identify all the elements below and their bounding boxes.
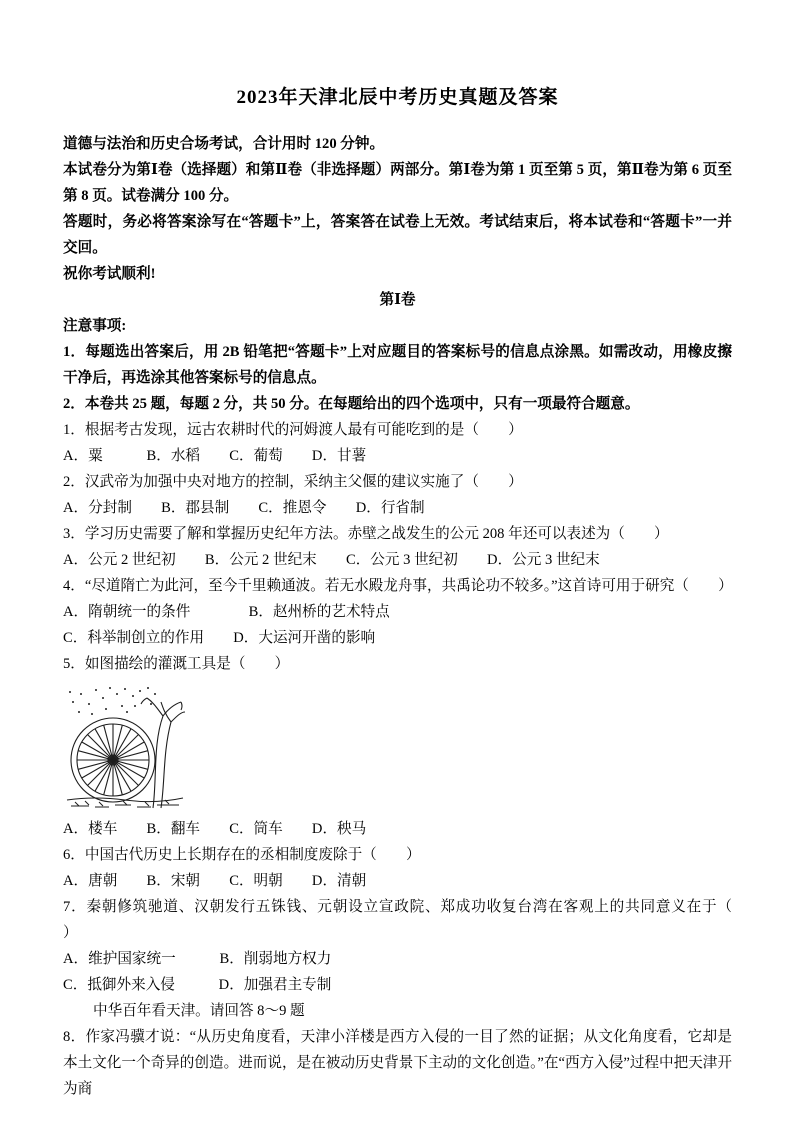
water-wheel-illustration	[65, 682, 187, 812]
question-options: C．抵御外来入侵 D．加强君主专制	[63, 977, 332, 993]
question-stem: 8．作家冯骥才说：“从历史角度看，天津小洋楼是西方入侵的一目了然的证据；从文化角度看，它却是本土文化一个奇异的创造。进而说，是在被动历史背景下主动的文化创造。”在“西方入侵”过程中把天津开为商	[63, 1029, 732, 1097]
question-group-note: 中华百年看天津。请回答 8～9 题	[93, 1003, 305, 1019]
question-options: A．楼车 B．翻车 C．筒车 D．秧马	[63, 821, 367, 837]
intro-line: 祝你考试顺利!	[63, 266, 156, 282]
question-options: A．唐朝 B．宋朝 C．明朝 D．清朝	[63, 873, 367, 889]
question-stem: 1．根据考古发现，远古农耕时代的河姆渡人最有可能吃到的是（ ）	[63, 422, 523, 438]
question-options: A．维护国家统一 B．削弱地方权力	[63, 951, 332, 967]
reed-plants	[141, 698, 185, 808]
note-item: 1．每题选出答案后，用 2B 铅笔把“答题卡”上对应题目的答案标号的信息点涂黑。如需改动，用橡皮擦干净后，再选涂其他答案标号的信息点。	[63, 344, 732, 386]
question-stem: 5．如图描绘的灌溉工具是（ ）	[63, 656, 290, 672]
question-stem: 4．“尽道隋亡为此河，至今千里赖通波。若无水殿龙舟事，共禹论功不较多。”这首诗可用于研究（ ）	[63, 578, 733, 594]
ground-hatching	[67, 798, 183, 807]
water-wheel	[71, 718, 155, 802]
page-title: 2023年天津北辰中考历史真题及答案	[236, 87, 559, 108]
question-options: C．科举制创立的作用 D．大运河开凿的影响	[63, 630, 376, 646]
question-options: A．公元 2 世纪初 B．公元 2 世纪末 C．公元 3 世纪初 D．公元 3 世纪末	[63, 552, 600, 568]
question-figure	[65, 682, 732, 812]
question-stem: 7．秦朝修筑驰道、汉朝发行五铢钱、元朝设立宣政院、郑成功收复台湾在客观上的共同意义在于（ ）	[63, 899, 762, 941]
notes-heading: 注意事项:	[63, 318, 127, 334]
intro-line: 道德与法治和历史合场考试，合计用时 120 分钟。	[63, 136, 385, 152]
question-options: A．隋朝统一的条件 B．赵州桥的艺术特点	[63, 604, 390, 620]
question-options: A．分封制 B．郡县制 C．推恩令 D．行省制	[63, 500, 425, 516]
section-heading: 第Ⅰ卷	[379, 292, 416, 308]
question-stem: 2．汉武帝为加强中央对地方的控制，采纳主父偃的建议实施了（ ）	[63, 474, 523, 490]
note-item: 2．本卷共 25 题，每题 2 分，共 50 分。在每题给出的四个选项中，只有一项最符合题意。	[63, 396, 640, 412]
question-stem: 3．学习历史需要了解和掌握历史纪年方法。赤壁之战发生的公元 208 年还可以表述为（ ）	[63, 526, 669, 542]
question-options: A．粟 B．水稻 C．葡萄 D．甘薯	[63, 448, 367, 464]
intro-line: 本试卷分为第Ⅰ卷（选择题）和第Ⅱ卷（非选择题）两部分。第Ⅰ卷为第 1 页至第 5 页，第Ⅱ卷为第 6 页至第 8 页。试卷满分 100 分。	[63, 162, 732, 204]
intro-line: 答题时，务必将答案涂写在“答题卡”上，答案答在试卷上无效。考试结束后，将本试卷和“答题卡”一并交回。	[63, 214, 732, 256]
question-stem: 6．中国古代历史上长期存在的丞相制度废除于（ ）	[63, 847, 421, 863]
